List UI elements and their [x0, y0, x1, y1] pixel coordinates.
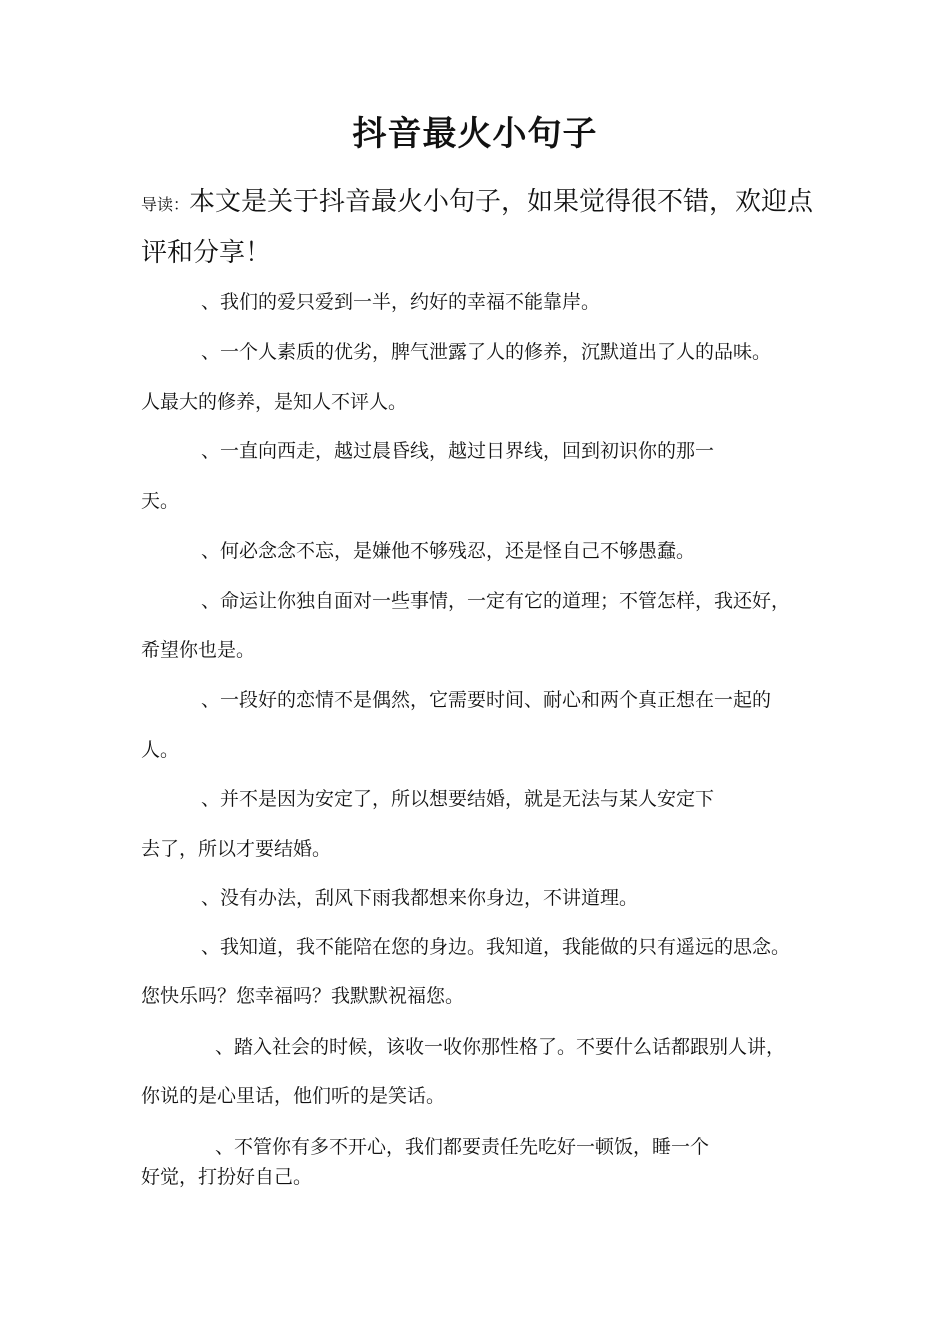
- sentence-line: 去了，所以才要结婚。: [141, 838, 332, 860]
- document-title: 抖音最火小句子: [352, 114, 598, 154]
- sentence-line: 您快乐吗？您幸福吗？我默默祝福您。: [141, 985, 465, 1007]
- sentence-line: 、不管你有多不开心，我们都要责任先吃好一顿饭，睡一个: [215, 1136, 710, 1158]
- sentence-line: 、我们的爱只爱到一半，约好的幸福不能靠岸。: [201, 291, 601, 313]
- intro-text: 本文是关于抖音最火小句子，如果觉得很不错，欢迎点评和分享！: [141, 187, 814, 268]
- sentence-line: 、何必念念不忘，是嫌他不够残忍，还是怪自己不够愚蠢。: [201, 540, 696, 562]
- sentence-line: 、一直向西走，越过晨昏线，越过日界线，回到初识你的那一: [201, 440, 715, 462]
- sentence-line: 希望你也是。: [141, 639, 256, 661]
- sentence-line: 、命运让你独自面对一些事情，一定有它的道理；不管怎样，我还好，: [201, 590, 791, 612]
- sentence-line: 天。: [141, 490, 180, 512]
- sentence-line: 、一个人素质的优劣，脾气泄露了人的修养，沉默道出了人的品味。: [201, 341, 772, 363]
- sentence-line: 好觉，打扮好自己。: [141, 1166, 313, 1188]
- intro-paragraph: [141, 178, 821, 278]
- sentence-line: 人。: [141, 739, 180, 761]
- sentence-line: 、踏入社会的时候，该收一收你那性格了。不要什么话都跟别人讲，: [215, 1036, 786, 1058]
- sentence-line: 、一段好的恋情不是偶然，它需要时间、耐心和两个真正想在一起的: [201, 689, 772, 711]
- sentence-line: 你说的是心里话，他们听的是笑话。: [141, 1085, 446, 1107]
- intro-lead: 导读：: [141, 195, 190, 214]
- sentence-line: 人最大的修养，是知人不评人。: [141, 391, 408, 413]
- sentence-line: 、并不是因为安定了，所以想要结婚，就是无法与某人安定下: [201, 788, 715, 810]
- sentence-line: 、没有办法，刮风下雨我都想来你身边，不讲道理。: [201, 887, 639, 909]
- sentence-line: 、我知道，我不能陪在您的身边。我知道，我能做的只有遥远的思念。: [201, 936, 791, 958]
